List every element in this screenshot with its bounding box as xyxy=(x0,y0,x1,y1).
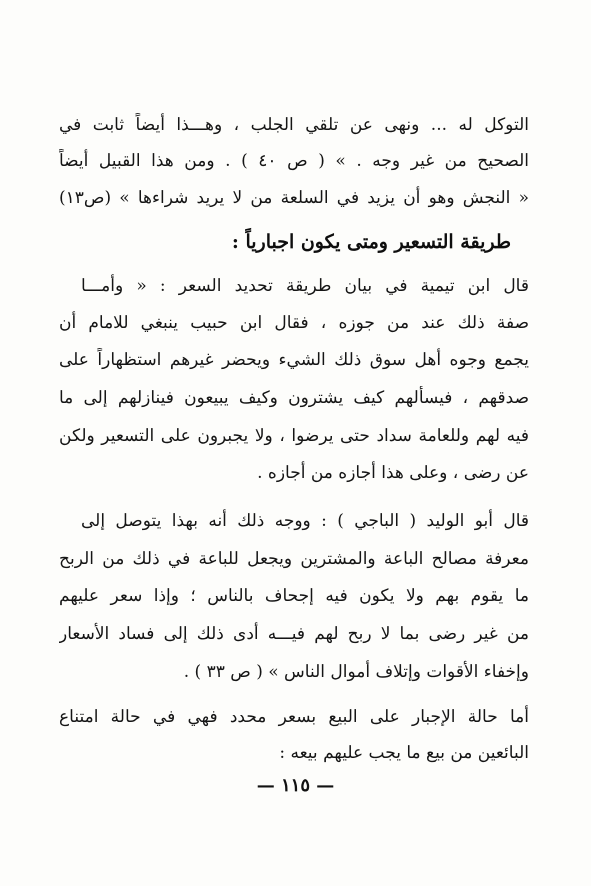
text-line: قال ابن تيمية في بيان طريقة تحديد السعر : « وأمـــا xyxy=(81,276,529,296)
text-line: صفة ذلك عند من جوزه ، فقال ابن حبيب ينبغي للامام أن xyxy=(59,313,529,333)
text-line: صدقهم ، فيسألهم كيف يشترون وكيف يبيعون فينازلهم إلى ما xyxy=(59,388,529,408)
text-line: يجمع وجوه أهل سوق ذلك الشيء ويحضر غيرهم استظهاراً على xyxy=(59,350,529,370)
page-number: — ١١٥ — xyxy=(256,775,335,796)
text-line: من غير رضى بما لا ربح لهم فيـــه أدى ذلك إلى فساد الأسعار xyxy=(59,624,529,644)
text-line: أما حالة الإجبار على البيع بسعر محدد فهي في حالة امتناع xyxy=(59,707,529,727)
text-line: البائعين من بيع ما يجب عليهم بيعه : xyxy=(279,743,529,763)
text-line: التوكل له ... ونهى عن تلقي الجلب ، وهـــذا أيضاً ثابت في xyxy=(59,115,529,135)
text-line: فيه لهم وللعامة سداد حتى يرضوا ، ولا يجبرون على التسعير ولكن xyxy=(59,426,529,446)
text-line: عن رضى ، وعلى هذا أجازه من أجازه . xyxy=(257,463,529,483)
section-heading: طريقة التسعير ومتى يكون اجبارياً : xyxy=(231,231,511,253)
text-line: الصحيح من غير وجه . » ( ص ٤٠ ) . ومن هذا القبيل أيضاً xyxy=(59,151,529,171)
text-line: « النجش وهو أن يزيد في السلعة من لا يريد شراءها » (ص١٣) xyxy=(59,188,529,208)
text-line: وإخفاء الأقوات وإتلاف أموال الناس » ( ص ٣٣ ) . xyxy=(183,662,529,682)
text-line: ما يقوم بهم ولا يكون فيه إجحاف بالناس ؛ وإذا سعر عليهم xyxy=(59,586,529,606)
text-line: قال أبو الوليد ( الباجي ) : ووجه ذلك أنه بهذا يتوصل إلى xyxy=(81,511,529,531)
text-line: معرفة مصالح الباعة والمشترين ويجعل للباعة في ذلك من الربح xyxy=(59,549,529,569)
